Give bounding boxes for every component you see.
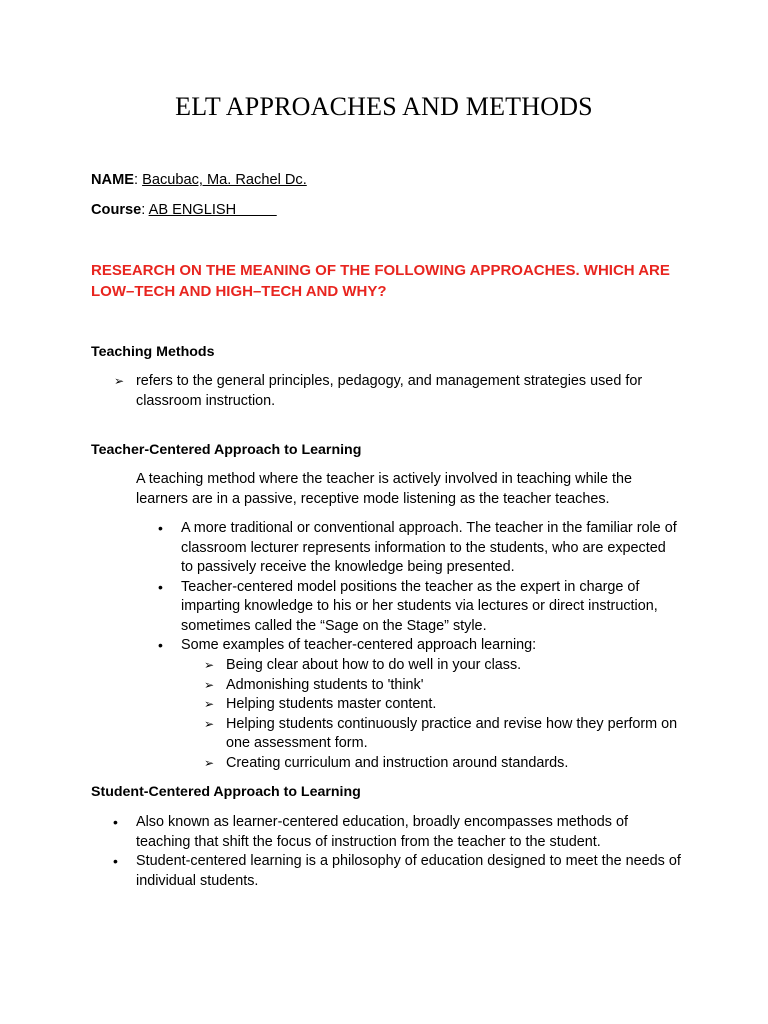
bullet-text: Some examples of teacher-centered approach learning: bbox=[181, 637, 537, 653]
teacher-centered-examples bbox=[204, 656, 686, 773]
teaching-methods-heading: Teaching Methods bbox=[91, 344, 215, 360]
course-value: AB ENGLISH bbox=[148, 202, 277, 218]
name-label: NAME bbox=[91, 172, 134, 188]
name-value: Bacubac, Ma. Rachel Dc. bbox=[142, 172, 307, 188]
student-centered-bullets bbox=[113, 813, 681, 891]
name-line bbox=[91, 170, 307, 190]
course-line bbox=[91, 200, 277, 220]
list-item bbox=[113, 852, 681, 891]
bullet-text: Teacher-centered model positions the teacher as the expert in charge of imparting knowledge to his or her students via lectures or direct instruction, sometimes called the “Sage on the Stage” style. bbox=[181, 578, 658, 634]
list-item bbox=[204, 754, 686, 774]
teacher-centered-bullets bbox=[158, 519, 681, 656]
course-label: Course bbox=[91, 202, 142, 218]
document-title: ELT APPROACHES AND METHODS bbox=[175, 92, 593, 121]
arrow-bullet-icon: ➢ bbox=[204, 677, 215, 692]
bullet-icon: • bbox=[158, 520, 163, 536]
course-colon: : bbox=[141, 202, 149, 218]
bullet-icon: • bbox=[158, 578, 163, 595]
arrow-bullet-icon: ➢ bbox=[204, 755, 215, 770]
teacher-centered-heading: Teacher-Centered Approach to Learning bbox=[91, 442, 362, 458]
list-item bbox=[204, 715, 686, 754]
example-text: Admonishing students to 'think' bbox=[226, 676, 424, 693]
list-item bbox=[158, 578, 681, 637]
bullet-icon: • bbox=[113, 853, 118, 869]
arrow-bullet-icon: ➢ bbox=[114, 374, 125, 388]
example-text: Being clear about how to do well in your class. bbox=[226, 657, 522, 673]
student-centered-heading: Student-Centered Approach to Learning bbox=[91, 784, 361, 800]
teaching-methods-definition: refers to the general principles, pedagogy, and management strategies used for classroom instruction. bbox=[136, 373, 643, 409]
list-item bbox=[158, 519, 681, 578]
example-text: Creating curriculum and instruction around standards. bbox=[226, 754, 569, 771]
list-item bbox=[114, 372, 696, 411]
list-item bbox=[158, 636, 681, 656]
name-colon: : bbox=[133, 172, 143, 188]
bullet-text: Student-centered learning is a philosophy of education designed to meet the needs of individual students. bbox=[136, 853, 681, 889]
example-text: Helping students continuously practice and revise how they perform on one assessment form. bbox=[226, 715, 678, 751]
list-item bbox=[204, 695, 686, 715]
bullet-text: Also known as learner-centered education, broadly encompasses methods of teaching that shift the focus of instruction from the teacher to the student. bbox=[136, 814, 628, 850]
list-item bbox=[113, 813, 681, 852]
arrow-bullet-icon: ➢ bbox=[204, 716, 215, 731]
list-item bbox=[204, 676, 686, 696]
example-text: Helping students master content. bbox=[226, 696, 437, 712]
research-prompt: RESEARCH ON THE MEANING OF THE FOLLOWING APPROACHES. WHICH ARE LOW–TECH AND HIGH–TECH AND WHY? bbox=[91, 262, 670, 300]
list-item bbox=[204, 656, 686, 676]
arrow-bullet-icon: ➢ bbox=[204, 658, 215, 672]
teaching-methods-list bbox=[114, 372, 696, 411]
arrow-bullet-icon: ➢ bbox=[204, 697, 215, 711]
bullet-icon: • bbox=[158, 637, 163, 653]
bullet-icon: • bbox=[113, 814, 118, 830]
bullet-text: A more traditional or conventional approach. The teacher in the familiar role of classroom lecturer represents information to the students, who are expected to passively receive the knowledge being presented. bbox=[181, 520, 677, 575]
teacher-centered-intro: A teaching method where the teacher is actively involved in teaching while the learners are in a passive, receptive mode listening as the teacher teaches. bbox=[136, 471, 632, 507]
